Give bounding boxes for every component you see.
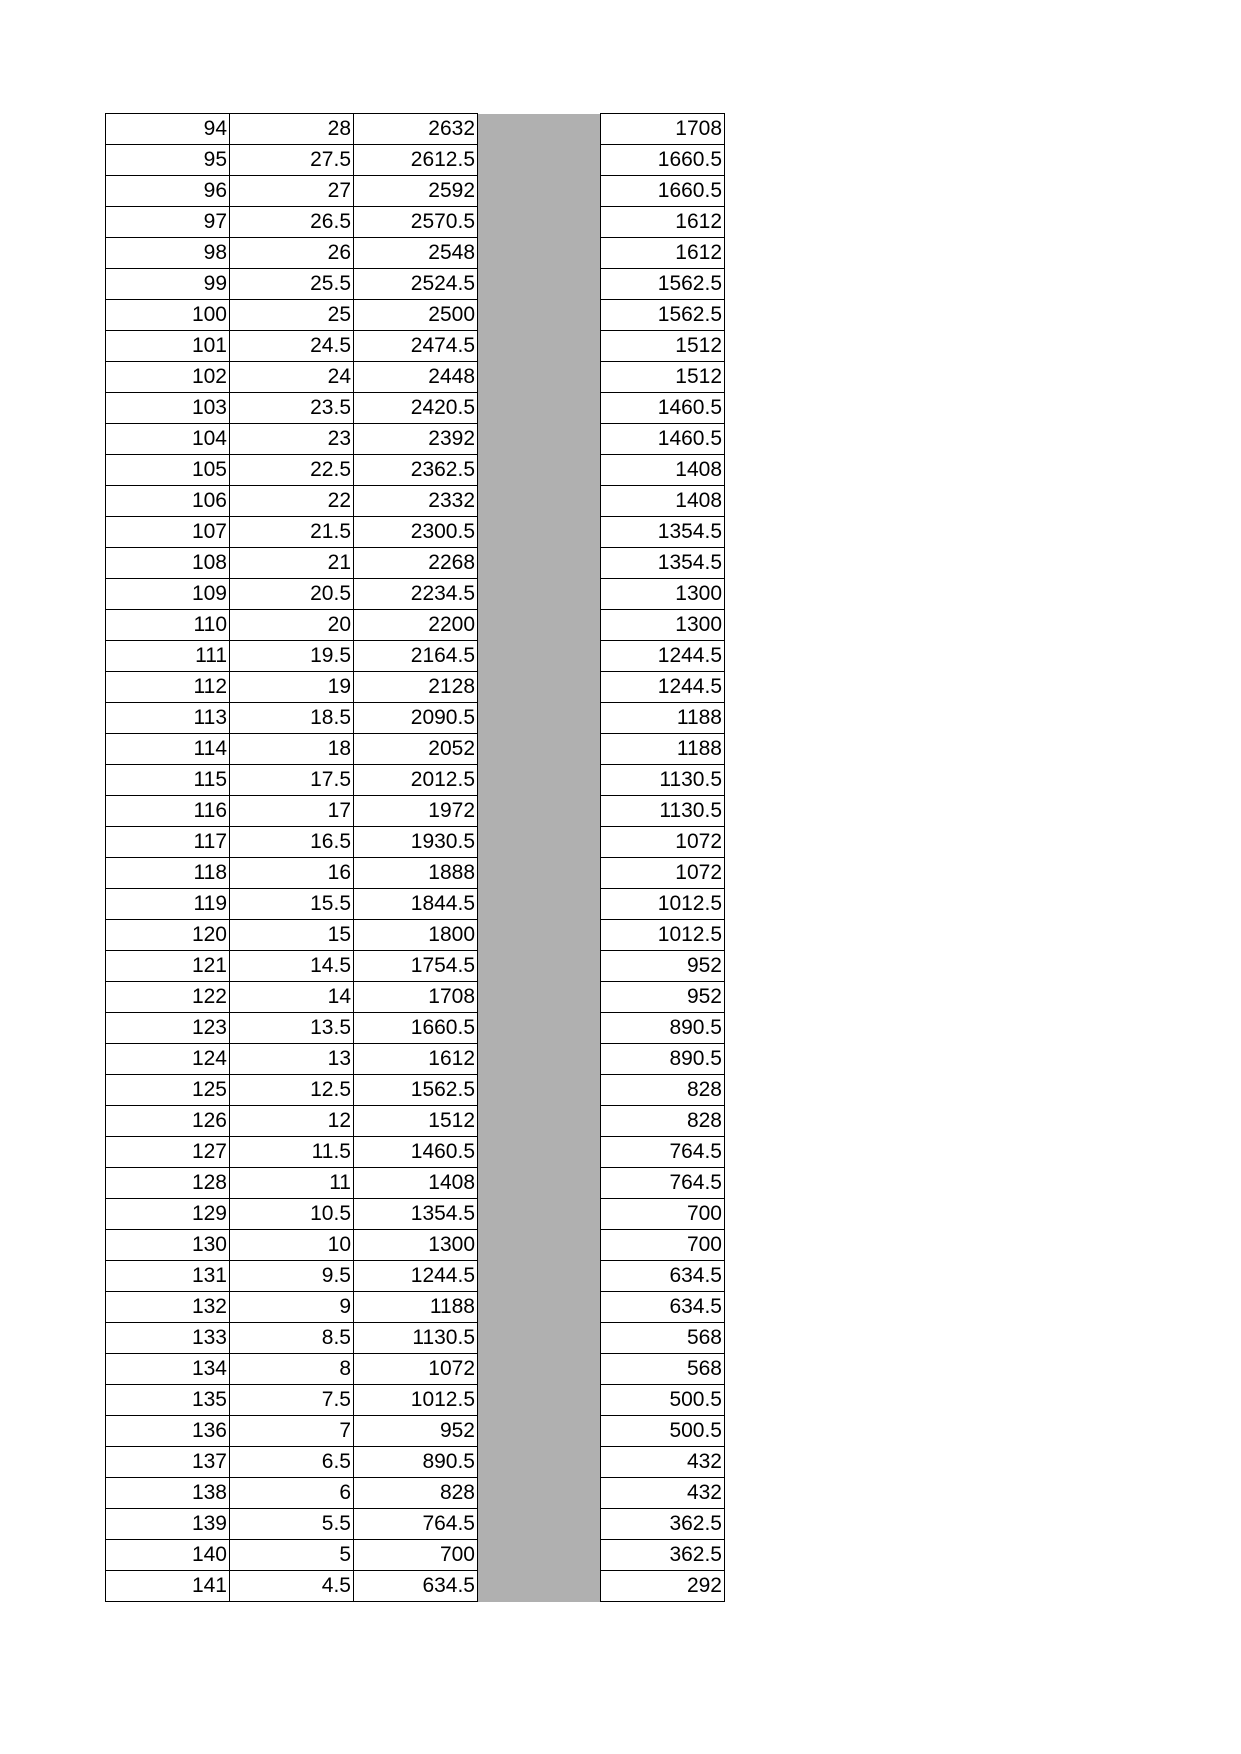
cell-col-b: 7 xyxy=(230,1416,354,1447)
cell-col-e: 700 xyxy=(601,1230,725,1261)
table-row xyxy=(106,300,725,331)
cell-col-a: 117 xyxy=(106,827,230,858)
cell-col-b: 10 xyxy=(230,1230,354,1261)
cell-col-a: 124 xyxy=(106,1044,230,1075)
cell-col-a: 118 xyxy=(106,858,230,889)
cell-col-b: 18.5 xyxy=(230,703,354,734)
cell-col-c: 1930.5 xyxy=(354,827,478,858)
table-row xyxy=(106,889,725,920)
shaded-column-cell xyxy=(478,300,601,331)
cell-col-e: 568 xyxy=(601,1323,725,1354)
cell-col-a: 102 xyxy=(106,362,230,393)
cell-col-b: 27.5 xyxy=(230,145,354,176)
cell-col-a: 120 xyxy=(106,920,230,951)
table-row xyxy=(106,548,725,579)
table-row xyxy=(106,610,725,641)
cell-col-e: 1708 xyxy=(601,114,725,145)
cell-col-e: 500.5 xyxy=(601,1385,725,1416)
table-row xyxy=(106,1106,725,1137)
cell-col-c: 2592 xyxy=(354,176,478,207)
shaded-column-cell xyxy=(478,1509,601,1540)
cell-col-c: 2200 xyxy=(354,610,478,641)
cell-col-e: 1562.5 xyxy=(601,300,725,331)
cell-col-b: 12 xyxy=(230,1106,354,1137)
cell-col-a: 134 xyxy=(106,1354,230,1385)
cell-col-a: 101 xyxy=(106,331,230,362)
cell-col-b: 15 xyxy=(230,920,354,951)
cell-col-e: 500.5 xyxy=(601,1416,725,1447)
cell-col-c: 2570.5 xyxy=(354,207,478,238)
cell-col-b: 20.5 xyxy=(230,579,354,610)
table-row xyxy=(106,238,725,269)
cell-col-a: 131 xyxy=(106,1261,230,1292)
cell-col-b: 17.5 xyxy=(230,765,354,796)
cell-col-c: 1130.5 xyxy=(354,1323,478,1354)
cell-col-a: 126 xyxy=(106,1106,230,1137)
cell-col-e: 890.5 xyxy=(601,1044,725,1075)
cell-col-e: 1072 xyxy=(601,827,725,858)
cell-col-a: 105 xyxy=(106,455,230,486)
cell-col-a: 128 xyxy=(106,1168,230,1199)
table-row xyxy=(106,1075,725,1106)
table-row xyxy=(106,393,725,424)
cell-col-a: 113 xyxy=(106,703,230,734)
cell-col-c: 1800 xyxy=(354,920,478,951)
shaded-column-cell xyxy=(478,517,601,548)
cell-col-e: 890.5 xyxy=(601,1013,725,1044)
shaded-column-cell xyxy=(478,1261,601,1292)
cell-col-c: 1460.5 xyxy=(354,1137,478,1168)
cell-col-c: 2474.5 xyxy=(354,331,478,362)
table-row xyxy=(106,145,725,176)
cell-col-b: 23.5 xyxy=(230,393,354,424)
cell-col-a: 135 xyxy=(106,1385,230,1416)
table-row xyxy=(106,1509,725,1540)
cell-col-e: 634.5 xyxy=(601,1292,725,1323)
cell-col-a: 122 xyxy=(106,982,230,1013)
cell-col-e: 1244.5 xyxy=(601,672,725,703)
table-row xyxy=(106,796,725,827)
table-row xyxy=(106,1168,725,1199)
cell-col-e: 764.5 xyxy=(601,1168,725,1199)
cell-col-b: 9 xyxy=(230,1292,354,1323)
cell-col-e: 1612 xyxy=(601,238,725,269)
shaded-column-cell xyxy=(478,1013,601,1044)
table-row xyxy=(106,1540,725,1571)
cell-col-b: 16.5 xyxy=(230,827,354,858)
cell-col-a: 103 xyxy=(106,393,230,424)
shaded-column-cell xyxy=(478,393,601,424)
cell-col-c: 1562.5 xyxy=(354,1075,478,1106)
cell-col-e: 1012.5 xyxy=(601,920,725,951)
cell-col-b: 28 xyxy=(230,114,354,145)
cell-col-a: 112 xyxy=(106,672,230,703)
cell-col-e: 1660.5 xyxy=(601,176,725,207)
cell-col-c: 2548 xyxy=(354,238,478,269)
cell-col-b: 21 xyxy=(230,548,354,579)
table-row xyxy=(106,734,725,765)
cell-col-c: 2500 xyxy=(354,300,478,331)
shaded-column-cell xyxy=(478,1540,601,1571)
cell-col-a: 111 xyxy=(106,641,230,672)
table-row xyxy=(106,1044,725,1075)
table-row xyxy=(106,579,725,610)
cell-col-e: 1130.5 xyxy=(601,796,725,827)
data-table xyxy=(105,113,725,1602)
cell-col-c: 1708 xyxy=(354,982,478,1013)
cell-col-a: 110 xyxy=(106,610,230,641)
cell-col-c: 1844.5 xyxy=(354,889,478,920)
cell-col-b: 26 xyxy=(230,238,354,269)
table-row xyxy=(106,982,725,1013)
cell-col-c: 1188 xyxy=(354,1292,478,1323)
table-row xyxy=(106,1571,725,1602)
table-body xyxy=(106,114,725,1602)
shaded-column-cell xyxy=(478,145,601,176)
cell-col-e: 1300 xyxy=(601,579,725,610)
table-row xyxy=(106,424,725,455)
shaded-column-cell xyxy=(478,238,601,269)
cell-col-b: 24.5 xyxy=(230,331,354,362)
cell-col-a: 137 xyxy=(106,1447,230,1478)
cell-col-b: 22.5 xyxy=(230,455,354,486)
cell-col-c: 890.5 xyxy=(354,1447,478,1478)
cell-col-e: 1460.5 xyxy=(601,424,725,455)
shaded-column-cell xyxy=(478,1075,601,1106)
cell-col-c: 1072 xyxy=(354,1354,478,1385)
cell-col-c: 952 xyxy=(354,1416,478,1447)
cell-col-a: 114 xyxy=(106,734,230,765)
table-row xyxy=(106,176,725,207)
table-row xyxy=(106,1230,725,1261)
shaded-column-cell xyxy=(478,796,601,827)
cell-col-c: 1300 xyxy=(354,1230,478,1261)
cell-col-b: 7.5 xyxy=(230,1385,354,1416)
cell-col-a: 109 xyxy=(106,579,230,610)
shaded-column-cell xyxy=(478,424,601,455)
shaded-column-cell xyxy=(478,362,601,393)
table-row xyxy=(106,1416,725,1447)
cell-col-b: 16 xyxy=(230,858,354,889)
table-row xyxy=(106,362,725,393)
cell-col-a: 116 xyxy=(106,796,230,827)
cell-col-b: 23 xyxy=(230,424,354,455)
cell-col-b: 24 xyxy=(230,362,354,393)
cell-col-b: 18 xyxy=(230,734,354,765)
cell-col-a: 132 xyxy=(106,1292,230,1323)
cell-col-e: 1072 xyxy=(601,858,725,889)
cell-col-b: 27 xyxy=(230,176,354,207)
cell-col-b: 6.5 xyxy=(230,1447,354,1478)
table-row xyxy=(106,827,725,858)
cell-col-c: 1660.5 xyxy=(354,1013,478,1044)
cell-col-c: 2612.5 xyxy=(354,145,478,176)
cell-col-c: 2012.5 xyxy=(354,765,478,796)
cell-col-c: 700 xyxy=(354,1540,478,1571)
cell-col-c: 2052 xyxy=(354,734,478,765)
cell-col-c: 1512 xyxy=(354,1106,478,1137)
table-row xyxy=(106,1323,725,1354)
cell-col-b: 8 xyxy=(230,1354,354,1385)
shaded-column-cell xyxy=(478,207,601,238)
cell-col-e: 1460.5 xyxy=(601,393,725,424)
shaded-column-cell xyxy=(478,1416,601,1447)
cell-col-b: 11.5 xyxy=(230,1137,354,1168)
table-row xyxy=(106,1478,725,1509)
shaded-column-cell xyxy=(478,1478,601,1509)
shaded-column-cell xyxy=(478,858,601,889)
cell-col-e: 1300 xyxy=(601,610,725,641)
cell-col-c: 828 xyxy=(354,1478,478,1509)
cell-col-e: 292 xyxy=(601,1571,725,1602)
table-row xyxy=(106,920,725,951)
shaded-column-cell xyxy=(478,1137,601,1168)
shaded-column-cell xyxy=(478,548,601,579)
cell-col-e: 700 xyxy=(601,1199,725,1230)
shaded-column-cell xyxy=(478,1292,601,1323)
cell-col-b: 10.5 xyxy=(230,1199,354,1230)
cell-col-e: 1354.5 xyxy=(601,517,725,548)
cell-col-e: 828 xyxy=(601,1075,725,1106)
cell-col-e: 1130.5 xyxy=(601,765,725,796)
shaded-column-cell xyxy=(478,982,601,1013)
shaded-column-cell xyxy=(478,1571,601,1602)
cell-col-c: 2332 xyxy=(354,486,478,517)
table-row xyxy=(106,269,725,300)
cell-col-e: 1188 xyxy=(601,734,725,765)
cell-col-c: 1244.5 xyxy=(354,1261,478,1292)
cell-col-e: 1562.5 xyxy=(601,269,725,300)
cell-col-a: 127 xyxy=(106,1137,230,1168)
table-row xyxy=(106,331,725,362)
cell-col-a: 108 xyxy=(106,548,230,579)
cell-col-e: 432 xyxy=(601,1447,725,1478)
shaded-column-cell xyxy=(478,1447,601,1478)
cell-col-e: 1660.5 xyxy=(601,145,725,176)
cell-col-e: 1512 xyxy=(601,331,725,362)
shaded-column-cell xyxy=(478,641,601,672)
cell-col-e: 952 xyxy=(601,982,725,1013)
cell-col-c: 2392 xyxy=(354,424,478,455)
shaded-column-cell xyxy=(478,1106,601,1137)
cell-col-c: 634.5 xyxy=(354,1571,478,1602)
cell-col-b: 6 xyxy=(230,1478,354,1509)
table-row xyxy=(106,1292,725,1323)
cell-col-b: 22 xyxy=(230,486,354,517)
cell-col-c: 2524.5 xyxy=(354,269,478,300)
shaded-column-cell xyxy=(478,579,601,610)
cell-col-a: 140 xyxy=(106,1540,230,1571)
cell-col-b: 5 xyxy=(230,1540,354,1571)
cell-col-a: 99 xyxy=(106,269,230,300)
cell-col-c: 2164.5 xyxy=(354,641,478,672)
table-row xyxy=(106,486,725,517)
shaded-column-cell xyxy=(478,114,601,145)
cell-col-a: 115 xyxy=(106,765,230,796)
cell-col-c: 2268 xyxy=(354,548,478,579)
spreadsheet-page xyxy=(105,113,725,1602)
cell-col-c: 1888 xyxy=(354,858,478,889)
cell-col-e: 1354.5 xyxy=(601,548,725,579)
cell-col-c: 1612 xyxy=(354,1044,478,1075)
cell-col-b: 26.5 xyxy=(230,207,354,238)
cell-col-e: 1512 xyxy=(601,362,725,393)
table-row xyxy=(106,1013,725,1044)
table-row xyxy=(106,1261,725,1292)
cell-col-b: 4.5 xyxy=(230,1571,354,1602)
cell-col-a: 138 xyxy=(106,1478,230,1509)
cell-col-b: 9.5 xyxy=(230,1261,354,1292)
table-row xyxy=(106,1199,725,1230)
shaded-column-cell xyxy=(478,703,601,734)
table-row xyxy=(106,1385,725,1416)
cell-col-a: 125 xyxy=(106,1075,230,1106)
cell-col-a: 107 xyxy=(106,517,230,548)
cell-col-c: 2300.5 xyxy=(354,517,478,548)
cell-col-a: 139 xyxy=(106,1509,230,1540)
table-row xyxy=(106,703,725,734)
cell-col-b: 19.5 xyxy=(230,641,354,672)
shaded-column-cell xyxy=(478,1044,601,1075)
cell-col-e: 634.5 xyxy=(601,1261,725,1292)
cell-col-c: 1408 xyxy=(354,1168,478,1199)
cell-col-a: 130 xyxy=(106,1230,230,1261)
shaded-column-cell xyxy=(478,176,601,207)
cell-col-a: 129 xyxy=(106,1199,230,1230)
cell-col-b: 11 xyxy=(230,1168,354,1199)
cell-col-e: 432 xyxy=(601,1478,725,1509)
cell-col-c: 764.5 xyxy=(354,1509,478,1540)
shaded-column-cell xyxy=(478,1199,601,1230)
cell-col-b: 19 xyxy=(230,672,354,703)
cell-col-c: 1972 xyxy=(354,796,478,827)
cell-col-a: 97 xyxy=(106,207,230,238)
shaded-column-cell xyxy=(478,765,601,796)
table-row xyxy=(106,1137,725,1168)
cell-col-b: 5.5 xyxy=(230,1509,354,1540)
cell-col-e: 362.5 xyxy=(601,1540,725,1571)
cell-col-a: 96 xyxy=(106,176,230,207)
cell-col-a: 106 xyxy=(106,486,230,517)
cell-col-c: 1012.5 xyxy=(354,1385,478,1416)
shaded-column-cell xyxy=(478,1323,601,1354)
cell-col-b: 12.5 xyxy=(230,1075,354,1106)
table-row xyxy=(106,1354,725,1385)
cell-col-b: 8.5 xyxy=(230,1323,354,1354)
shaded-column-cell xyxy=(478,1354,601,1385)
cell-col-a: 123 xyxy=(106,1013,230,1044)
cell-col-e: 1244.5 xyxy=(601,641,725,672)
cell-col-c: 2128 xyxy=(354,672,478,703)
cell-col-e: 1408 xyxy=(601,486,725,517)
cell-col-a: 94 xyxy=(106,114,230,145)
shaded-column-cell xyxy=(478,1385,601,1416)
cell-col-c: 2362.5 xyxy=(354,455,478,486)
shaded-column-cell xyxy=(478,1230,601,1261)
shaded-column-cell xyxy=(478,827,601,858)
cell-col-e: 952 xyxy=(601,951,725,982)
cell-col-b: 25.5 xyxy=(230,269,354,300)
cell-col-b: 14.5 xyxy=(230,951,354,982)
cell-col-a: 95 xyxy=(106,145,230,176)
shaded-column-cell xyxy=(478,672,601,703)
cell-col-e: 1012.5 xyxy=(601,889,725,920)
shaded-column-cell xyxy=(478,610,601,641)
cell-col-c: 1354.5 xyxy=(354,1199,478,1230)
cell-col-e: 764.5 xyxy=(601,1137,725,1168)
cell-col-b: 13 xyxy=(230,1044,354,1075)
cell-col-c: 2234.5 xyxy=(354,579,478,610)
cell-col-a: 133 xyxy=(106,1323,230,1354)
cell-col-c: 1754.5 xyxy=(354,951,478,982)
table-row xyxy=(106,641,725,672)
cell-col-b: 20 xyxy=(230,610,354,641)
cell-col-a: 119 xyxy=(106,889,230,920)
cell-col-c: 2632 xyxy=(354,114,478,145)
table-row xyxy=(106,672,725,703)
cell-col-b: 15.5 xyxy=(230,889,354,920)
cell-col-a: 121 xyxy=(106,951,230,982)
shaded-column-cell xyxy=(478,486,601,517)
table-row xyxy=(106,207,725,238)
cell-col-c: 2090.5 xyxy=(354,703,478,734)
cell-col-c: 2448 xyxy=(354,362,478,393)
cell-col-e: 362.5 xyxy=(601,1509,725,1540)
shaded-column-cell xyxy=(478,269,601,300)
cell-col-c: 2420.5 xyxy=(354,393,478,424)
cell-col-a: 141 xyxy=(106,1571,230,1602)
cell-col-b: 25 xyxy=(230,300,354,331)
cell-col-e: 1188 xyxy=(601,703,725,734)
cell-col-e: 1408 xyxy=(601,455,725,486)
cell-col-b: 13.5 xyxy=(230,1013,354,1044)
table-row xyxy=(106,858,725,889)
cell-col-b: 17 xyxy=(230,796,354,827)
cell-col-a: 100 xyxy=(106,300,230,331)
cell-col-b: 14 xyxy=(230,982,354,1013)
table-row xyxy=(106,455,725,486)
shaded-column-cell xyxy=(478,331,601,362)
table-row xyxy=(106,951,725,982)
cell-col-b: 21.5 xyxy=(230,517,354,548)
shaded-column-cell xyxy=(478,951,601,982)
shaded-column-cell xyxy=(478,1168,601,1199)
cell-col-a: 104 xyxy=(106,424,230,455)
shaded-column-cell xyxy=(478,734,601,765)
cell-col-a: 136 xyxy=(106,1416,230,1447)
table-row xyxy=(106,1447,725,1478)
table-row xyxy=(106,517,725,548)
table-row xyxy=(106,114,725,145)
cell-col-e: 828 xyxy=(601,1106,725,1137)
table-row xyxy=(106,765,725,796)
cell-col-e: 568 xyxy=(601,1354,725,1385)
shaded-column-cell xyxy=(478,455,601,486)
cell-col-a: 98 xyxy=(106,238,230,269)
cell-col-e: 1612 xyxy=(601,207,725,238)
shaded-column-cell xyxy=(478,920,601,951)
shaded-column-cell xyxy=(478,889,601,920)
